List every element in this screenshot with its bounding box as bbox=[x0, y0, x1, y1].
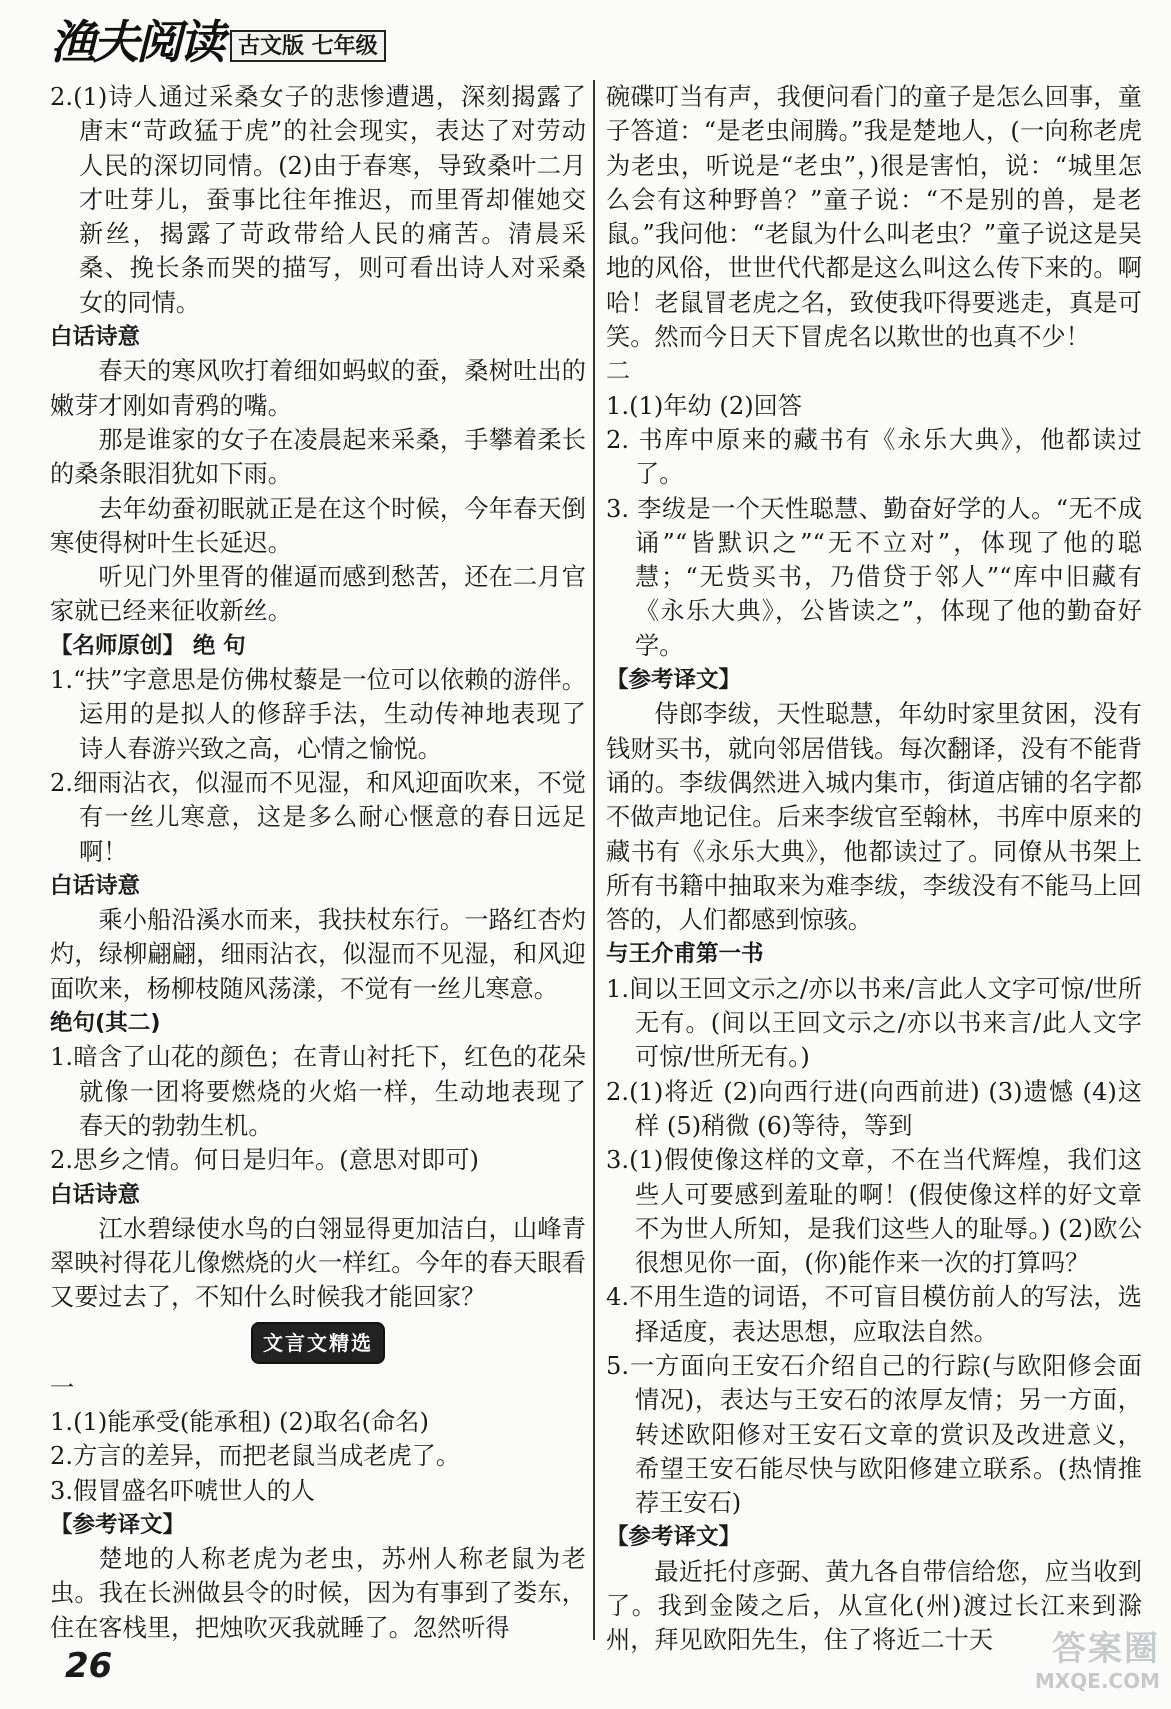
text-paragraph: 1.(1)年幼 (2)回答 bbox=[606, 391, 803, 420]
section-heading: 白话诗意 bbox=[50, 1181, 141, 1208]
text-paragraph: 春天的寒风吹打着细如蚂蚁的蚕，桑树吐出的嫩芽才刚如青鸦的嘴。 bbox=[50, 357, 586, 420]
brand-logo: 渔夫阅读 bbox=[50, 15, 222, 69]
section-heading: 绝句(其二) bbox=[50, 1010, 161, 1037]
section-heading: 【名师原创】 绝 句 bbox=[50, 632, 246, 659]
text-paragraph: 2.(1)诗人通过采桑女子的悲惨遭遇，深刻揭露了唐末“苛政猛于虎”的社会现实，表达了对劳动人民的深切同情。(2)由于春寒，导致桑叶二月才吐芽儿，蚕事比往年推迟，而里胥却催她交新丝，揭露了苛政带给人民的痛苦。清晨采桑、挽长条而哭的描写，则可看出诗人对采桑女的同情。 bbox=[50, 83, 586, 317]
column-divider bbox=[593, 80, 595, 1640]
text-paragraph: 侍郎李绂，天性聪慧，年幼时家里贫困，没有钱财买书，就向邻居借钱。每次翻译，没有不能背诵的。李绂偶然进入城内集市，街道店铺的名字都不做声地记住。后来李绂官至翰林，书库中原来的藏书有《永乐大典》，他都读过了。同僚从书架上所有书籍中抽取来为难李绂，李绂没有不能马上回答的，人们都感到惊骇。 bbox=[606, 700, 1142, 935]
book-header bbox=[50, 14, 386, 70]
text-paragraph: 2.方言的差异，而把老鼠当成老虎了。 bbox=[50, 1442, 461, 1471]
text-paragraph: 最近托付彦弼、黄九各自带信给您，应当收到了。我到金陵之后，从宣化(州)渡过长江来到滁州，拜见欧阳先生，住了将近二十天 bbox=[606, 1557, 1142, 1655]
text-paragraph: 乘小船沿溪水而来，我扶杖东行。一路红杏灼灼，绿柳翩翩，细雨沾衣，似湿而不见湿，和风迎面吹来，杨柳枝随风荡漾，不觉有一丝儿寒意。 bbox=[50, 906, 586, 1003]
watermark-logo-text: 答案圈 bbox=[1052, 1629, 1160, 1669]
text-paragraph: 2.(1)将近 (2)向西行进(向西前进) (3)遗憾 (4)这样 (5)稍微 (6)等待，等到 bbox=[606, 1077, 1142, 1140]
text-paragraph: 1.间以王回文示之/亦以书来/言此人文字可惊/世所无有。(间以王回文示之/亦以书来言/此人文字可惊/世所无有。) bbox=[606, 974, 1142, 1072]
text-paragraph: 江水碧绿使水鸟的白翎显得更加洁白，山峰青翠映衬得花儿像燃烧的火一样红。今年的春天眼看又要过去了，不知什么时候我才能回家？ bbox=[50, 1214, 586, 1312]
section-heading: 【参考译文】 bbox=[50, 1511, 186, 1538]
section-heading: 【参考译文】 bbox=[606, 1524, 742, 1551]
section-heading: 白话诗意 bbox=[50, 324, 141, 351]
right-column bbox=[606, 80, 1142, 1658]
section-heading: 白话诗意 bbox=[50, 872, 141, 899]
left-column bbox=[50, 80, 586, 1645]
text-paragraph: 楚地的人称老虎为老虫，苏州人称老鼠为老虫。我在长洲做县令的时候，因为有事到了娄东，住在客栈里，把烛吹灭我就睡了。忽然听得 bbox=[50, 1545, 586, 1642]
text-paragraph: 4.不用生造的词语，不可盲目模仿前人的写法，选择适度，表达思想，应取法自然。 bbox=[606, 1283, 1142, 1346]
text-paragraph: 听见门外里胥的催逼而感到愁苦，还在二月官家就已经来征收新丝。 bbox=[50, 563, 586, 626]
text-paragraph: 2.思乡之情。何日是归年。(意思对即可) bbox=[50, 1146, 479, 1175]
text-paragraph: 1.暗含了山花的颜色；在青山衬托下，红色的花朵就像一团将要燃烧的火焰一样，生动地表现了春天的勃勃生机。 bbox=[50, 1043, 586, 1140]
section-banner-label: 文言文精选 bbox=[251, 1322, 385, 1364]
page-number: 26 bbox=[65, 1646, 113, 1686]
text-paragraph: 2. 书库中原来的藏书有《永乐大典》，他都读过了。 bbox=[606, 425, 1142, 489]
watermark-url: MXQE.COM bbox=[1034, 1669, 1160, 1693]
site-watermark bbox=[1000, 1628, 1160, 1698]
text-paragraph: 3. 李绂是一个天性聪慧、勤奋好学的人。“无不成诵”“皆默识之”“无不立对”，体现了他的聪慧；“无赀买书，乃借贷于邻人”“库中旧藏有《永乐大典》，公皆读之”，体现了他的勤奋好学。 bbox=[606, 494, 1142, 660]
section-heading: 与王介甫第一书 bbox=[606, 941, 764, 968]
text-paragraph: 去年幼蚕初眠就正是在这个时候，今年春天倒寒使得树叶生长延迟。 bbox=[50, 494, 586, 557]
text-paragraph: 二 bbox=[606, 357, 631, 386]
text-paragraph: 一 bbox=[50, 1373, 75, 1402]
section-heading: 【参考译文】 bbox=[606, 667, 742, 694]
text-paragraph: 3.假冒盛名吓唬世人的人 bbox=[50, 1476, 315, 1505]
text-paragraph: 2.细雨沾衣，似湿而不见湿，和风迎面吹来，不觉有一丝儿寒意，这是多么耐心惬意的春日远足啊！ bbox=[50, 768, 586, 866]
text-paragraph: 3.(1)假使像这样的文章，不在当代辉煌，我们这些人可要感到羞耻的啊！(假使像这样的好文章不为世人所知，是我们这些人的耻辱。) (2)欧公很想见你一面，(你)能作来一次的打算吗？ bbox=[606, 1146, 1142, 1278]
text-paragraph: 5.一方面向王安石介绍自己的行踪(与欧阳修会面情况)，表达与王安石的浓厚友情；另一方面，转述欧阳修对王安石文章的赏识及改进意义，希望王安石能尽快与欧阳修建立联系。(热情推荐王安石) bbox=[606, 1351, 1142, 1518]
text-paragraph: 那是谁家的女子在凌晨起来采桑，手攀着柔长的桑条眼泪犹如下雨。 bbox=[50, 425, 586, 489]
text-paragraph: 1.(1)能承受(能承租) (2)取名(命名) bbox=[50, 1407, 429, 1436]
section-banner bbox=[50, 1315, 586, 1371]
edition-label: 古文版 七年级 bbox=[230, 30, 386, 62]
text-paragraph: 碗碟叮当有声，我便问看门的童子是怎么回事，童子答道：“是老虫闹腾。”我是楚地人，(一向称老虎为老虫，听说是“老虫”，)很是害怕，说：“城里怎么会有这种野兽？”童子说：“不是别的兽，是老鼠。”我问他：“老鼠为什么叫老虫？”童子说这是吴地的风俗，世世代代都是这么叫这么传下来的。啊哈！老鼠冒老虎之名，致使我吓得要逃走，真是可笑。然而今日天下冒虎名以欺世的也真不少！ bbox=[606, 83, 1142, 352]
text-paragraph: 1.“扶”字意思是仿佛杖藜是一位可以依赖的游伴。运用的是拟人的修辞手法，生动传神地表现了诗人春游兴致之高，心情之愉悦。 bbox=[50, 666, 586, 763]
